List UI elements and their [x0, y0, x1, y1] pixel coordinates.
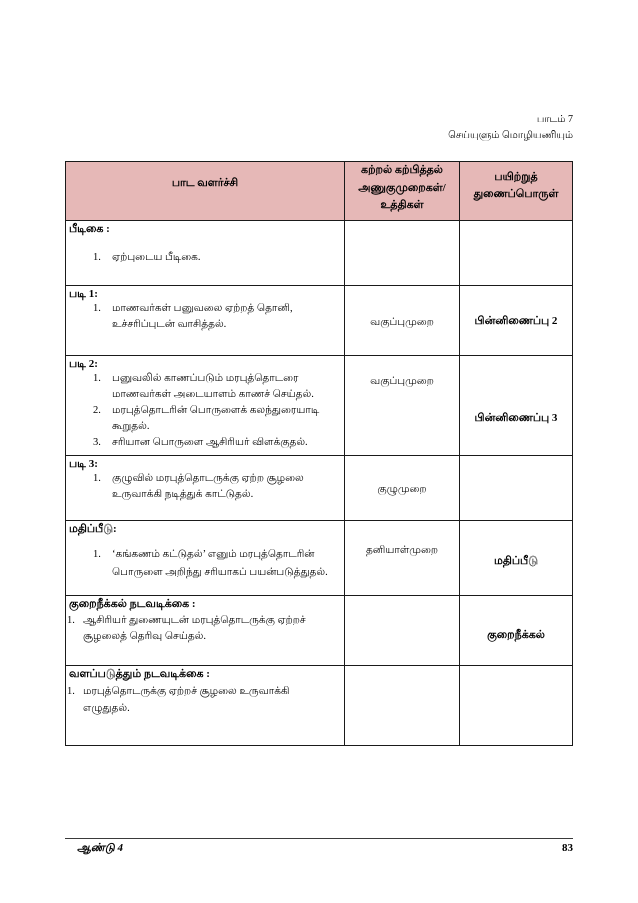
material-cell [459, 286, 572, 355]
material-cell [459, 356, 572, 455]
step-list [69, 546, 341, 582]
item-text: உருவாக்கி நடித்துக் காட்டுதல். [112, 489, 254, 500]
approach-text: தனியாள்முறை [365, 545, 439, 556]
development-cell [66, 286, 344, 355]
item-text: பனுவலில் காணப்படும் மரபுத்தொடரை [112, 373, 299, 384]
item-number: 1. [67, 686, 75, 697]
material-cell [459, 521, 572, 595]
list-item [69, 371, 341, 403]
material-cell [459, 596, 572, 665]
column-header-line: துணைப்பொருள் [473, 188, 559, 200]
item-text: உச்சரிப்புடன் வாசித்தல். [112, 319, 227, 330]
footer-year-label: ஆண்டு 4 [77, 842, 123, 854]
list-item [69, 546, 341, 582]
column-header-line: பாட வளர்ச்சி [171, 177, 239, 189]
item-text: ஏற்புடைய பீடிகை. [112, 252, 201, 263]
item-text: மாணவர்கள் அடையாளம் காணச் செய்தல். [112, 389, 314, 400]
step-list [69, 471, 341, 503]
item-text: பொருளை அறிந்து சரியாகப் பயன்படுத்துதல். [112, 567, 328, 578]
item-text: மாணவர்கள் பனுவலை ஏற்றத் தொனி, [112, 303, 293, 314]
lesson-title: செய்யுளும் மொழியணியும் [448, 130, 573, 141]
step-heading: பீடிகை : [69, 223, 110, 235]
list-item [69, 683, 341, 717]
column-header-line: உத்திகள் [380, 199, 424, 211]
material-text: மதிப்பீடு [493, 555, 539, 567]
step-list [69, 371, 341, 451]
material-cell [459, 221, 572, 285]
item-text: சரியான பொருளை ஆசிரியர் விளக்குதல். [112, 437, 308, 448]
step-list [69, 301, 341, 333]
step-heading: படி 3: [69, 458, 98, 470]
item-number: 1. [93, 549, 101, 560]
approach-cell [344, 666, 459, 745]
approach-cell [344, 221, 459, 285]
table-row [66, 220, 572, 285]
item-text: மரபுத்தொடருக்கு ஏற்றச் சூழலை உருவாக்கி [83, 686, 290, 697]
step-heading: மதிப்பீடு: [69, 523, 117, 535]
item-text: கூறுதல். [112, 421, 150, 432]
item-number: 3. [93, 437, 101, 448]
step-list [69, 250, 341, 266]
page-number: 83 [562, 842, 573, 854]
column-header-text [460, 169, 572, 203]
step-heading: குறைநீக்கல் நடவடிக்கை : [69, 598, 196, 610]
development-cell [66, 666, 344, 745]
list-item [69, 471, 341, 503]
approach-cell [344, 596, 459, 665]
material-text: பின்னிணைப்பு 3 [474, 412, 558, 424]
table-row [66, 520, 572, 595]
item-number: 1. [93, 252, 101, 263]
approach-cell [344, 356, 459, 455]
development-cell [66, 456, 344, 520]
item-text: மரபுத்தொடரின் பொருளைக் கலந்துரையாடி [112, 405, 320, 416]
table-row [66, 595, 572, 665]
item-text: எழுதுதல். [83, 703, 130, 714]
material-cell [459, 666, 572, 745]
column-header-development [66, 162, 344, 220]
approach-cell [344, 521, 459, 595]
column-header-line: அணுகுமுறைகள்/ [358, 181, 446, 194]
item-text: ஆசிரியர் துணையுடன் மரபுத்தொடருக்கு ஏற்றச் [83, 615, 306, 626]
item-number: 1. [93, 473, 101, 484]
step-list [69, 613, 341, 645]
development-cell [66, 356, 344, 455]
column-header-text [345, 162, 459, 215]
item-number: 1. [67, 615, 75, 626]
item-number: 1. [93, 303, 101, 314]
column-header-line: கற்றல் கற்பித்தல் [361, 164, 443, 176]
step-heading: படி 1: [69, 288, 98, 300]
column-header-text [66, 176, 344, 190]
development-cell [66, 596, 344, 665]
material-cell [459, 456, 572, 520]
approach-text: வகுப்புமுறை [370, 317, 434, 328]
step-heading: படி 2: [69, 358, 98, 370]
approach-text: வகுப்புமுறை [370, 376, 434, 387]
column-header-approach [344, 162, 459, 220]
column-header-material [459, 162, 572, 220]
list-item [69, 403, 341, 435]
list-item [69, 250, 341, 266]
material-text: பின்னிணைப்பு 2 [474, 315, 558, 327]
item-text: ‘கங்கணம் கட்டுதல்’ எனும் மரபுத்தொடரின் [112, 549, 315, 560]
lesson-number: பாடம் 7 [536, 114, 573, 125]
approach-cell [344, 286, 459, 355]
table-row [66, 285, 572, 355]
lesson-plan-table [65, 161, 573, 746]
material-text: குறைநீக்கல் [487, 629, 545, 641]
table-header-row [66, 162, 572, 220]
step-list [69, 683, 341, 717]
list-item [69, 435, 341, 451]
list-item [69, 301, 341, 333]
approach-text: குழுமுறை [377, 484, 427, 495]
item-number: 2. [93, 405, 101, 416]
footer-divider [65, 838, 573, 839]
item-text: குழுவில் மரபுத்தொடருக்கு ஏற்ற சூழலை [112, 473, 304, 484]
item-text: சூழலைத் தெரிவு செய்தல். [83, 631, 207, 642]
table-row [66, 455, 572, 520]
development-cell [66, 221, 344, 285]
table-row [66, 665, 572, 745]
development-cell [66, 521, 344, 595]
table-row [66, 355, 572, 455]
item-number: 1. [93, 373, 101, 384]
step-heading: வளப்படுத்தும் நடவடிக்கை : [69, 668, 210, 680]
approach-cell [344, 456, 459, 520]
list-item [69, 613, 341, 645]
column-header-line: பயிற்றுத் [494, 171, 538, 183]
